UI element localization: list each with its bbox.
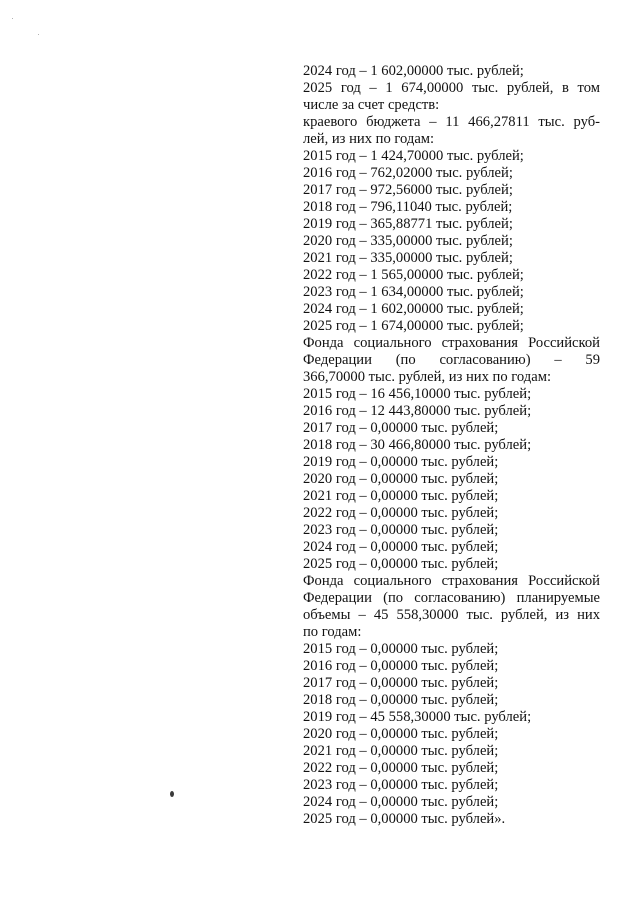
text-line: 2018 год – 796,11040 тыс. рублей; <box>303 199 513 215</box>
text-line: объемы – 45 558,30000 тыс. рублей, из них <box>303 607 600 623</box>
text-line: Федерации (по согласованию) – 59 <box>303 352 600 368</box>
text-line: 366,70000 тыс. рублей, из них по годам: <box>303 369 552 385</box>
text-line: 2020 год – 0,00000 тыс. рублей; <box>303 471 499 487</box>
text-line: 2017 год – 0,00000 тыс. рублей; <box>303 420 499 436</box>
text-line: Фонда социального страхования Российской <box>303 335 600 351</box>
text-line: краевого бюджета – 11 466,27811 тыс. руб- <box>303 114 600 130</box>
text-line: 2024 год – 1 602,00000 тыс. рублей; <box>303 301 524 317</box>
funding-text-column <box>303 63 600 828</box>
text-line: Федерации (по согласованию) планируемые <box>303 590 600 606</box>
text-line: 2023 год – 1 634,00000 тыс. рублей; <box>303 284 524 300</box>
text-line: 2024 год – 0,00000 тыс. рублей; <box>303 539 499 555</box>
text-line: 2021 год – 0,00000 тыс. рублей; <box>303 743 499 759</box>
text-line: 2024 год – 1 602,00000 тыс. рублей; <box>303 63 524 79</box>
text-line: 2017 год – 0,00000 тыс. рублей; <box>303 675 499 691</box>
text-line: по годам: <box>303 624 362 640</box>
text-line: 2016 год – 12 443,80000 тыс. рублей; <box>303 403 532 419</box>
text-line: 2022 год – 0,00000 тыс. рублей; <box>303 505 499 521</box>
text-line: 2020 год – 0,00000 тыс. рублей; <box>303 726 499 742</box>
text-line: 2021 год – 335,00000 тыс. рублей; <box>303 250 513 266</box>
text-line: 2025 год – 1 674,00000 тыс. рублей, в том <box>303 80 600 96</box>
text-line: 2023 год – 0,00000 тыс. рублей; <box>303 777 499 793</box>
text-line: числе за счет средств: <box>303 97 440 113</box>
text-line: 2018 год – 30 466,80000 тыс. рублей; <box>303 437 532 453</box>
text-line: 2016 год – 762,02000 тыс. рублей; <box>303 165 513 181</box>
text-line: 2018 год – 0,00000 тыс. рублей; <box>303 692 499 708</box>
text-line: 2019 год – 365,88771 тыс. рублей; <box>303 216 513 232</box>
text-line: 2016 год – 0,00000 тыс. рублей; <box>303 658 499 674</box>
text-line: 2021 год – 0,00000 тыс. рублей; <box>303 488 499 504</box>
text-line: 2025 год – 0,00000 тыс. рублей». <box>303 811 506 827</box>
scan-speck <box>38 34 39 35</box>
text-line: 2025 год – 1 674,00000 тыс. рублей; <box>303 318 524 334</box>
text-line: 2022 год – 1 565,00000 тыс. рублей; <box>303 267 524 283</box>
text-line: 2024 год – 0,00000 тыс. рублей; <box>303 794 499 810</box>
text-line: 2019 год – 45 558,30000 тыс. рублей; <box>303 709 532 725</box>
text-line: 2015 год – 1 424,70000 тыс. рублей; <box>303 148 524 164</box>
text-line: 2025 год – 0,00000 тыс. рублей; <box>303 556 499 572</box>
text-line: 2017 год – 972,56000 тыс. рублей; <box>303 182 513 198</box>
text-line: 2022 год – 0,00000 тыс. рублей; <box>303 760 499 776</box>
text-line: лей, из них по годам: <box>303 131 435 147</box>
text-line: 2015 год – 16 456,10000 тыс. рублей; <box>303 386 532 402</box>
text-line: Фонда социального страхования Российской <box>303 573 600 589</box>
text-line: 2020 год – 335,00000 тыс. рублей; <box>303 233 513 249</box>
text-line: 2015 год – 0,00000 тыс. рублей; <box>303 641 499 657</box>
text-line: 2023 год – 0,00000 тыс. рублей; <box>303 522 499 538</box>
text-line: 2019 год – 0,00000 тыс. рублей; <box>303 454 499 470</box>
scan-speck <box>12 18 13 19</box>
scan-speck <box>170 791 174 797</box>
